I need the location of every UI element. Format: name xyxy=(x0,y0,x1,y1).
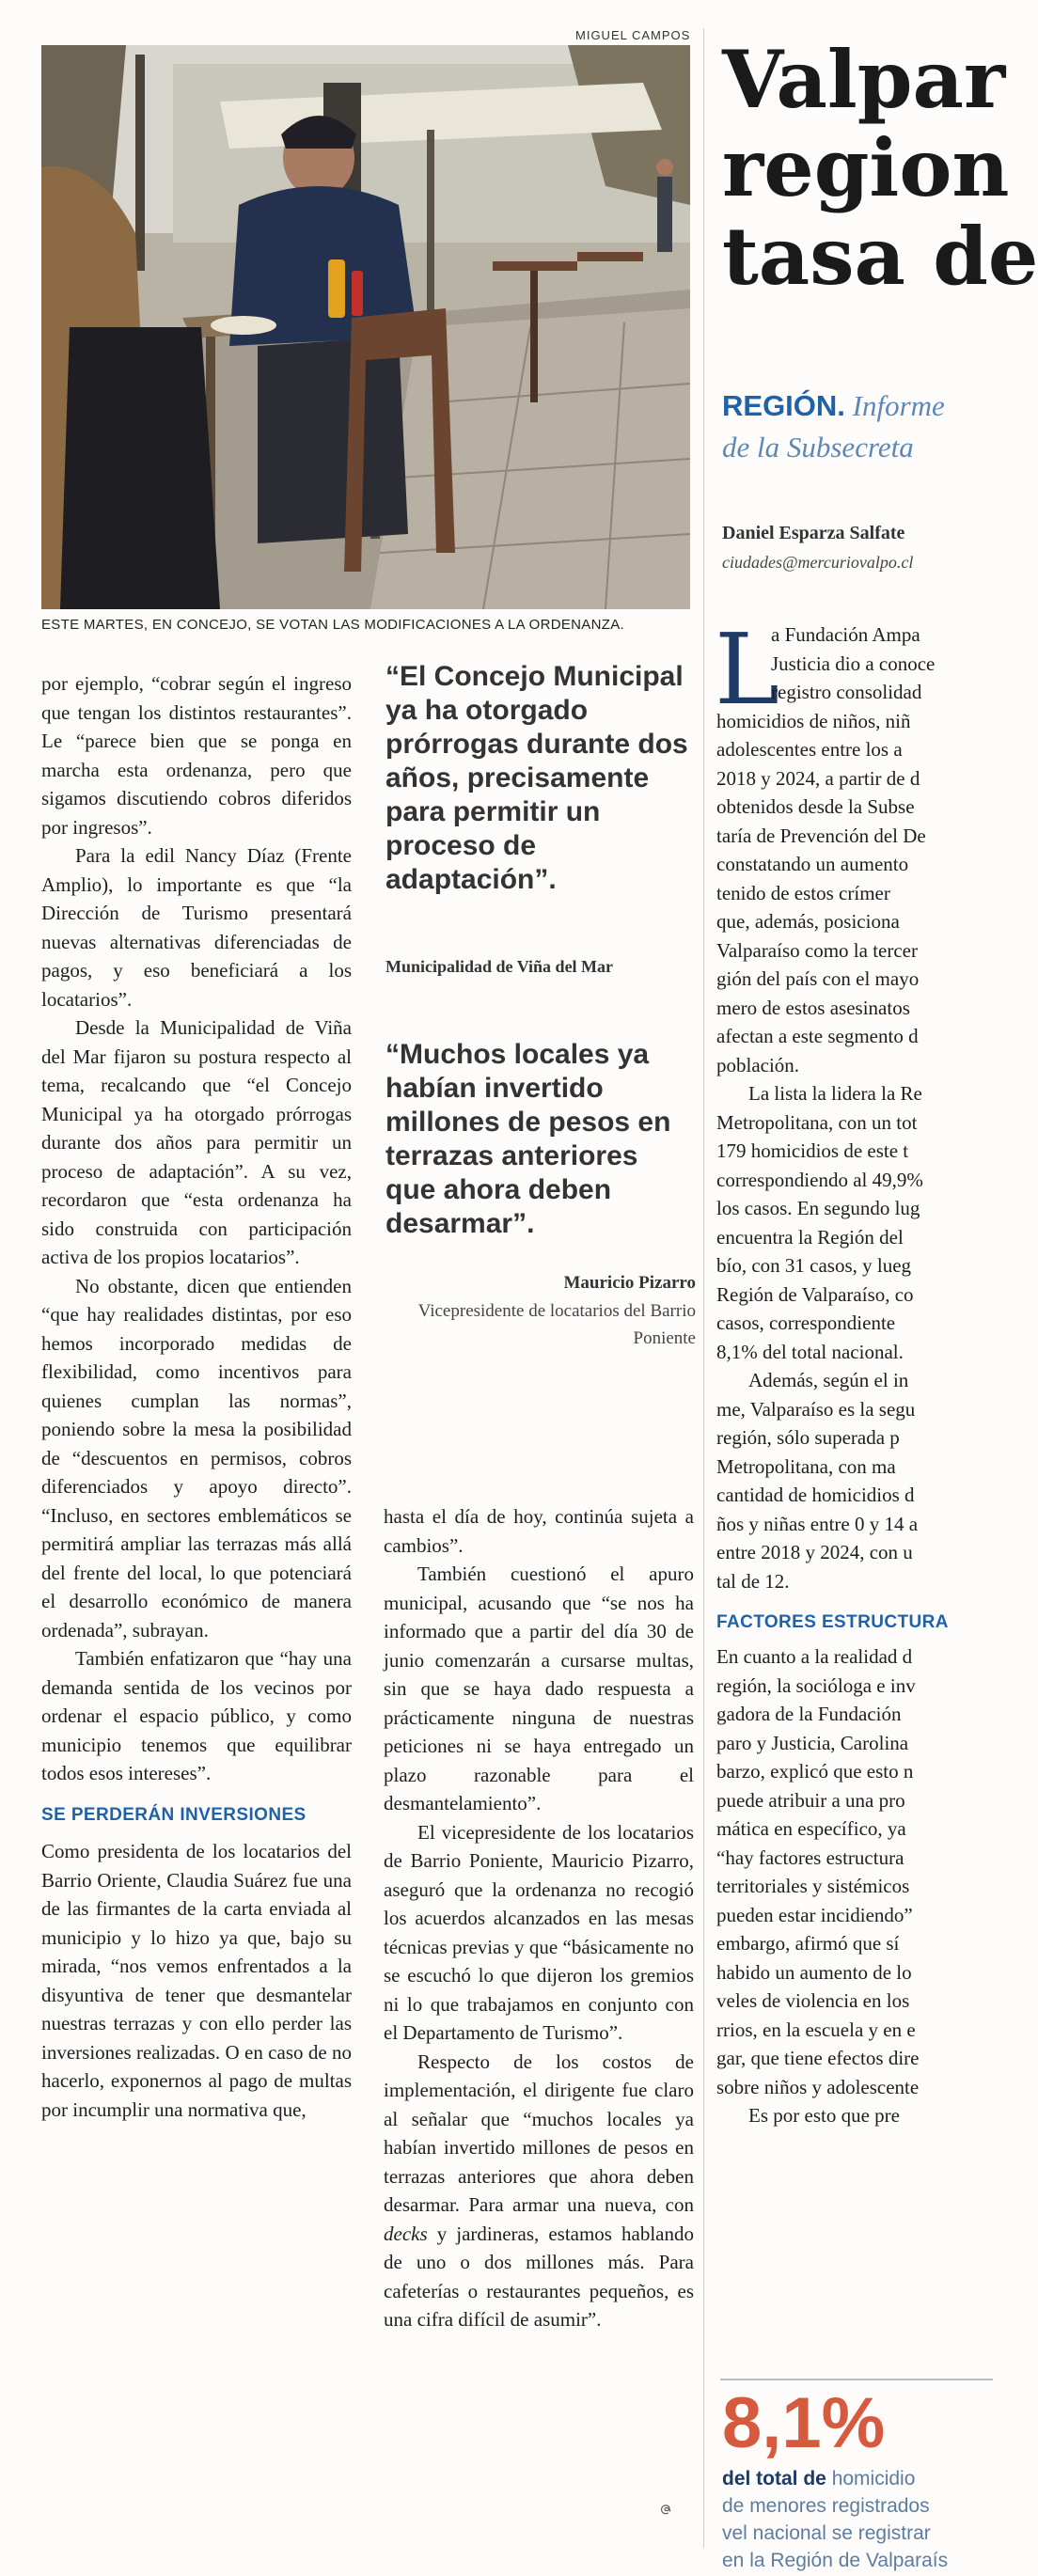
text-line: tal de 12. xyxy=(716,1569,790,1593)
text-line: embargo, afirmó que sí xyxy=(716,1932,900,1955)
text-line: rrios, en la escuela y en e xyxy=(716,2018,916,2041)
text-line: me, Valparaíso es la segu xyxy=(716,1397,916,1421)
text-line: bío, con 31 casos, y lueg xyxy=(716,1254,912,1277)
text-line: gar, que tiene efectos dire xyxy=(716,2047,920,2069)
text-line: gadora de la Fundación xyxy=(716,1703,902,1725)
pull-quote-2-name: Mauricio Pizarro xyxy=(563,1273,696,1293)
article-column-2 xyxy=(384,1502,694,2334)
text-line: pueden estar incidiendo” xyxy=(716,1903,913,1926)
paragraph: El vicepresidente de los locatarios de Barrio Poniente, Mauricio Pizarro, aseguró que la ordenanza no recogió los acuerdos alcanzados en las mesas técnicas previas y que “básicamente no se escuchó lo que dijeron los gremios ni lo que trabajamos en conjunto con el Departamento de Turismo”. xyxy=(384,1820,694,2044)
lead-line: constatando un aumento xyxy=(716,853,909,875)
text-line: La lista la lidera la Re xyxy=(748,1082,922,1105)
cafe-terrace-photo xyxy=(41,45,690,609)
stat-bold: del total de xyxy=(722,2468,826,2490)
paragraph-text: Respecto de los costos de implementación, el dirigente fue claro al señalar que “muchos locales ya habían invertido millones de pesos en terrazas anteriores que ahora deben desarmar. Para armar una nueva, con xyxy=(384,2050,694,2216)
stat-line: vel nacional se registrar xyxy=(722,2522,931,2544)
photo-illustration xyxy=(41,45,690,609)
text-line: mática en específico, ya xyxy=(716,1817,906,1840)
lead-line: homicidios de niños, niñ xyxy=(716,709,911,732)
text-line: “hay factores estructura xyxy=(716,1846,904,1869)
column-divider xyxy=(703,28,704,2548)
text-line: sobre niños y adolescente xyxy=(716,2075,920,2098)
lead-line: gión del país con el mayo xyxy=(716,967,920,990)
text-line: 8,1% del total nacional. xyxy=(716,1340,904,1363)
lead-line: obtenidos desde la Subse xyxy=(716,795,915,818)
article-column-1 xyxy=(41,669,352,2124)
text-line: región, la socióloga e inv xyxy=(716,1673,916,1697)
text-line: casos, correspondiente xyxy=(716,1312,896,1334)
text-line: encuentra la Región del xyxy=(716,1225,904,1249)
lead-line: Valparaíso como la tercer xyxy=(716,938,918,962)
pull-quote-2: “Muchos locales ya habían invertido millones de pesos en terrazas anteriores que ahora deben desarmar”. xyxy=(385,1039,671,1239)
paragraph: por ejemplo, “cobrar según el ingreso que tengan los distintos restaurantes”. Le “parece bien que se ponga en marcha esta ordenanza, pero que sigamos discutiendo cobros diferidos por ingresos”. xyxy=(41,672,352,839)
lead-line: 2018 y 2024, a partir de d xyxy=(716,766,920,790)
section-subhead: SE PERDERÁN INVERSIONES xyxy=(41,1804,307,1825)
headline-line: region xyxy=(722,121,1010,214)
lead-line: población. xyxy=(716,1053,800,1076)
text-line: barzo, explicó que esto n xyxy=(716,1760,914,1783)
text-line: 179 homicidios de este t xyxy=(716,1139,909,1162)
text-line: entre 2018 y 2024, con u xyxy=(716,1541,913,1563)
text-line: región, sólo superada p xyxy=(716,1426,900,1449)
author-email: ciudades@mercuriovalpo.cl xyxy=(722,553,914,572)
italic-word: decks xyxy=(384,2222,428,2245)
text-line: habido un aumento de lo xyxy=(716,1960,912,1984)
text-line: correspondiendo al 49,9% xyxy=(716,1168,923,1191)
end-of-article-icon: ဇ xyxy=(660,2496,673,2520)
lead-line: que, además, posiciona xyxy=(716,910,900,933)
stat-divider xyxy=(720,2379,993,2380)
text-line: ños y niñas entre 0 y 14 a xyxy=(716,1512,919,1535)
text-line: Región de Valparaíso, co xyxy=(716,1282,914,1306)
text-line: territoriales y sistémicos xyxy=(716,1875,910,1897)
text-line: Metropolitana, con ma xyxy=(716,1454,896,1478)
paragraph xyxy=(384,2048,694,2334)
text-line: paro y Justicia, Carolina xyxy=(716,1731,909,1754)
text-line: veles de violencia en los xyxy=(716,1989,910,2012)
paragraph: hasta el día de hoy, continúa sujeta a cambios”. xyxy=(384,1505,694,1557)
lead-line: mero de estos asesinatos xyxy=(716,996,910,1019)
stat-line: de menores registrados xyxy=(722,2495,930,2517)
stat-text xyxy=(722,2465,995,2574)
text-line: cantidad de homicidios d xyxy=(716,1484,915,1506)
kicker xyxy=(722,385,995,468)
lead-line: a Fundación Ampa xyxy=(771,623,920,646)
paragraph: También cuestionó el apuro municipal, acusando que “se nos ha informado que a partir del día 30 de junio comenzarán a cursarse multas, sin que se haya dado respuesta a prácticamente ninguna de nuestras peticiones ni se haya entregado un plazo razonable para el desmantelamiento”. xyxy=(384,1563,694,1814)
pull-quote-2-role: Vicepresidente de locatarios del Barrio Poniente xyxy=(417,1301,696,1348)
paragraph: Desde la Municipalidad de Viña del Mar fijaron su postura respecto al tema, recalcando que “el Concejo Municipal ya ha otorgado prórrogas durante dos años para permitir un proceso de adaptación”. A su vez, recordaron que “esta ordenanza ha sido construida con participación activa de los propios locatarios”. xyxy=(41,1016,352,1268)
stat-line: en la Región de Valparaís xyxy=(722,2550,949,2571)
text-line: los casos. En segundo lug xyxy=(716,1197,920,1219)
text-line: Metropolitana, con un tot xyxy=(716,1110,918,1134)
paragraph: Como presidenta de los locatarios del Barrio Oriente, Claudia Suárez fue una de las firmantes de la carta enviada al municipio y lo hizo ya que, bajo su mirada, “nos vemos enfrentados a la disyuntiva de tener que desmantelar nuestras terrazas y con ello perder las inversiones realizadas. O en caso de no hacerlo, exponernos al pago de multas por incumplir una normativa que, xyxy=(41,1840,352,2121)
lead-line: adolescentes entre los a xyxy=(716,738,903,761)
text-line: En cuanto a la realidad d xyxy=(716,1645,913,1668)
headline-line: tasa de xyxy=(722,210,1038,303)
kicker-text: Informe xyxy=(844,389,945,422)
lead-line: taría de Prevención del De xyxy=(716,824,926,847)
lead-line: tenido de estos crímer xyxy=(716,881,890,904)
author-byline: Daniel Esparza Salfate xyxy=(722,523,905,543)
lead-line: registro consolidad xyxy=(771,681,922,703)
text-line: Además, según el in xyxy=(748,1369,909,1391)
paragraph: Para la edil Nancy Díaz (Frente Amplio), lo importante es que “la Dirección de Turismo presentará nuevas alternativas diferenciadas de pagos, y eso beneficiará a los locatarios”. xyxy=(41,844,352,1011)
text-line: puede atribuir a una pro xyxy=(716,1788,905,1812)
lead-line: Justicia dio a conoce xyxy=(771,652,936,675)
photo-caption: ESTE MARTES, EN CONCEJO, SE VOTAN LAS MODIFICACIONES A LA ORDENANZA. xyxy=(41,617,624,633)
headline-line: Valpar xyxy=(722,33,1006,126)
paragraph: No obstante, dicen que entienden “que hay realidades distintas, por eso hemos incorporado medidas de flexibilidad, como incentivos para quienes cumplan las normas”, poniendo sobre la mesa la posibilidad de “descuentos en permisos, cobros diferenciados y apoyo directo”. “Incluso, en sectores emblemáticos se permitirá ampliar las terrazas más allá del frente del local, lo que potenciará el desarrollo económico de manera ordenada”, subrayan. xyxy=(41,1274,352,1641)
lead-line: afectan a este segmento d xyxy=(716,1025,919,1047)
kicker-text: de la Subsecreta xyxy=(722,431,914,463)
paragraph: También enfatizaron que “hay una demanda sentida de los vecinos por ordenar el espacio público, y como municipio tenemos que equilibrar todos esos intereses”. xyxy=(41,1647,352,1784)
stat-number: 8,1% xyxy=(722,2383,886,2463)
kicker-label: REGIÓN. xyxy=(722,389,845,422)
stat-line: homicidio xyxy=(826,2468,916,2490)
headline xyxy=(722,33,1038,303)
pull-quote-1: “El Concejo Municipal ya ha otorgado prórrogas durante dos años, precisamente para permitir un proceso de adaptación”. xyxy=(385,661,688,895)
photo-credit: MIGUEL CAMPOS xyxy=(575,28,691,42)
section-subhead: FACTORES ESTRUCTURA xyxy=(716,1612,949,1632)
drop-cap: L xyxy=(715,612,780,727)
pull-quote-1-source: Municipalidad de Viña del Mar xyxy=(385,957,614,976)
text-line: Es por esto que pre xyxy=(748,2104,900,2127)
paragraph-text: y jardineras, estamos hablando de uno o dos millones más. Para cafeterías o restaurantes pequeños, es una cifra difícil de asumir”. xyxy=(384,2222,694,2331)
